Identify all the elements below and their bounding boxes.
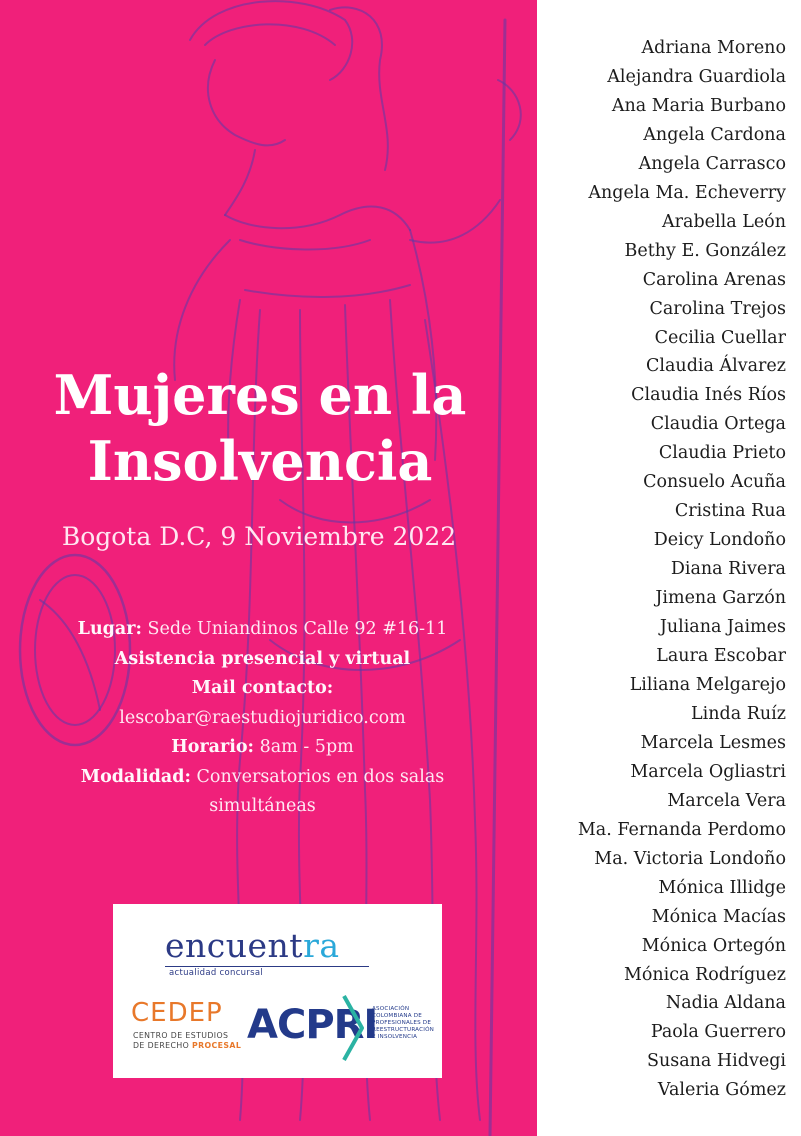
title-line-1: Mujeres en la — [53, 363, 467, 427]
cedep-tagline-2 — [133, 1041, 241, 1051]
participant-name: Carolina Arenas — [642, 269, 786, 290]
participant-name: Carolina Trejos — [649, 298, 786, 319]
modalidad-line — [10, 763, 515, 793]
participant-name: Diana Rivera — [670, 559, 786, 580]
participant-name: Mónica Macías — [651, 906, 786, 927]
participant-name: Marcela Vera — [667, 790, 786, 811]
asistencia-line: Asistencia presencial y virtual — [114, 648, 411, 669]
participant-name: Susana Hidvegi — [646, 1051, 786, 1072]
participant-name: Bethy E. González — [624, 240, 786, 261]
participant-name: Adriana Moreno — [641, 38, 786, 58]
sponsor-logos — [113, 904, 442, 1078]
encuentra-logo-main: encuent — [165, 926, 304, 965]
event-title — [0, 362, 520, 494]
participant-name: Mónica Ortegón — [641, 935, 786, 956]
encuentra-tagline: actualidad concursal — [169, 968, 264, 978]
participant-name: Angela Carrasco — [638, 153, 786, 174]
title-line-2: Insolvencia — [87, 429, 433, 493]
participant-name: Marcela Ogliastri — [630, 761, 786, 782]
participant-name: Angela Ma. Echeverry — [588, 182, 786, 203]
event-date-location: Bogota D.C, 9 Noviembre 2022 — [61, 522, 457, 551]
participant-name: Juliana Jaimes — [659, 617, 786, 638]
participant-name: Mónica Illidge — [658, 877, 786, 898]
participant-name: Ana Maria Burbano — [611, 95, 786, 116]
participant-name: Liliana Melgarejo — [629, 674, 786, 695]
horario-label: Horario: — [171, 737, 255, 757]
participant-name: Valeria Gómez — [657, 1080, 786, 1101]
participant-name: Cecilia Cuellar — [654, 327, 786, 348]
horario-value: 8am - 5pm — [259, 737, 354, 757]
acpri-chevron-icon — [342, 994, 366, 1062]
participant-name: Deicy Londoño — [653, 530, 786, 551]
participants-list — [526, 34, 786, 1105]
participant-name: Paola Guerrero — [650, 1022, 786, 1043]
participant-name: Linda Ruíz — [691, 703, 786, 724]
lugar-label: Lugar: — [77, 619, 142, 639]
participant-name: Angela Cardona — [643, 124, 786, 145]
modalidad-value-1: Conversatorios en dos salas — [196, 766, 445, 787]
encuentra-logo-ra: ra — [303, 926, 340, 965]
lugar-line — [10, 615, 515, 645]
participant-name: Claudia Prieto — [658, 443, 786, 464]
participant-name: Ma. Fernanda Perdomo — [577, 819, 786, 840]
participant-name: Consuelo Acuña — [643, 472, 786, 493]
event-info — [10, 615, 515, 822]
cedep-tagline — [133, 1031, 241, 1051]
encuentra-divider — [165, 966, 369, 967]
participant-name: Nadia Aldana — [665, 993, 786, 1014]
cedep-logo: CEDEP — [131, 998, 223, 1028]
participant-name: Ma. Victoria Londoño — [594, 848, 786, 869]
participant-name: Marcela Lesmes — [640, 732, 786, 753]
acpri-tagline: ASOCIACIÓN COLOMBIANA DE PROFESIONALES DE REESTRUCTURACIÓN E INSOLVENCIA — [372, 1006, 435, 1040]
mail-value: lescobar@raestudiojuridico.com — [119, 707, 406, 728]
cedep-tagline-1: CENTRO DE ESTUDIOS — [133, 1031, 229, 1040]
participant-name: Jimena Garzón — [655, 588, 786, 609]
acpri-logo: ACPRI — [247, 1002, 378, 1048]
modalidad-value-2: simultáneas — [209, 796, 316, 816]
lugar-value: Sede Uniandinos Calle 92 #16-11 — [147, 619, 448, 639]
participant-name: Arabella León — [662, 211, 786, 232]
participant-name: Claudia Ortega — [650, 414, 786, 435]
participant-name: Laura Escobar — [656, 646, 786, 667]
participant-name: Mónica Rodríguez — [623, 964, 786, 985]
horario-line — [10, 733, 515, 763]
participant-name: Cristina Rua — [674, 501, 786, 522]
participant-name: Claudia Inés Ríos — [631, 385, 786, 406]
mail-label: Mail contacto: — [191, 678, 334, 698]
modalidad-label: Modalidad: — [80, 766, 191, 787]
participant-name: Claudia Álvarez — [646, 356, 786, 377]
cedep-tagline-2a: DE DERECHO — [133, 1041, 193, 1050]
participant-name: Alejandra Guardiola — [607, 66, 786, 87]
encuentra-logo — [165, 926, 340, 965]
cedep-tagline-2b: PROCESAL — [192, 1041, 242, 1050]
